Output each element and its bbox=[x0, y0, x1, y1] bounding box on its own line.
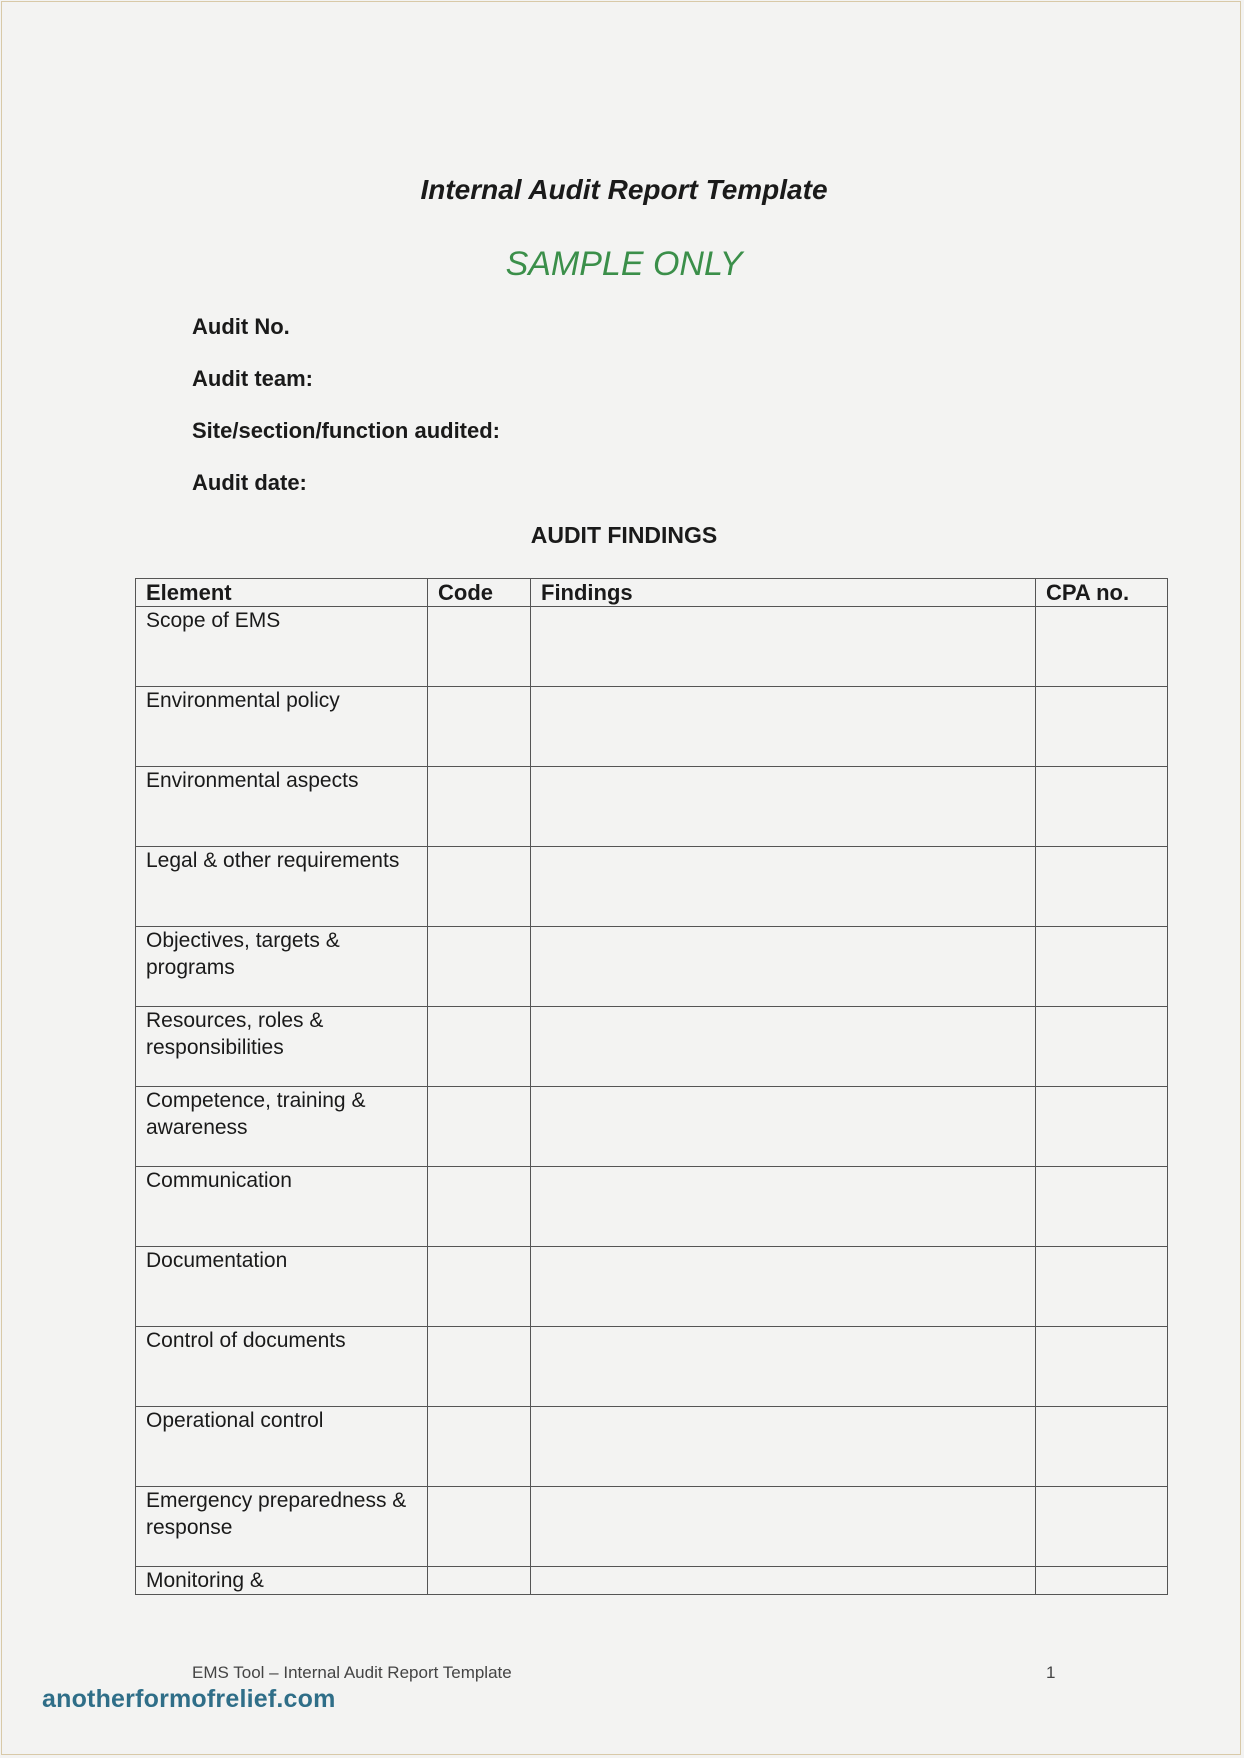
element-cell: Environmental policy bbox=[136, 687, 428, 767]
table-row bbox=[136, 1007, 1168, 1087]
element-cell: Documentation bbox=[136, 1247, 428, 1327]
cpa-cell[interactable] bbox=[1036, 767, 1168, 847]
cpa-cell[interactable] bbox=[1036, 1087, 1168, 1167]
column-header-findings: Findings bbox=[531, 579, 1036, 607]
audit-number-label: Audit No. bbox=[192, 314, 290, 339]
column-header-element: Element bbox=[136, 579, 428, 607]
table-row bbox=[136, 1407, 1168, 1487]
cpa-cell[interactable] bbox=[1036, 1327, 1168, 1407]
audit-findings-heading: AUDIT FINDINGS bbox=[530, 522, 718, 548]
element-cell: Communication bbox=[136, 1167, 428, 1247]
element-cell: Operational control bbox=[136, 1407, 428, 1487]
cpa-cell[interactable] bbox=[1036, 1567, 1168, 1595]
element-cell: Control of documents bbox=[136, 1327, 428, 1407]
findings-cell[interactable] bbox=[531, 1247, 1036, 1327]
table-row bbox=[136, 1247, 1168, 1327]
watermark: anotherformofrelief.com bbox=[42, 1685, 336, 1713]
cpa-cell[interactable] bbox=[1036, 1167, 1168, 1247]
audit-team-label: Audit team: bbox=[192, 366, 313, 391]
cpa-cell[interactable] bbox=[1036, 1007, 1168, 1087]
element-cell: Competence, training & awareness bbox=[136, 1087, 428, 1167]
footer-title: EMS Tool – Internal Audit Report Template bbox=[192, 1663, 512, 1682]
site-audited-label: Site/section/function audited: bbox=[192, 418, 501, 443]
code-cell[interactable] bbox=[428, 607, 531, 687]
table-row bbox=[136, 927, 1168, 1007]
audit-findings-table bbox=[135, 578, 1168, 1595]
findings-cell[interactable] bbox=[531, 687, 1036, 767]
table-row bbox=[136, 847, 1168, 927]
findings-cell[interactable] bbox=[531, 1327, 1036, 1407]
column-header-code: Code bbox=[428, 579, 531, 607]
cpa-cell[interactable] bbox=[1036, 687, 1168, 767]
element-cell: Monitoring & bbox=[136, 1567, 428, 1595]
code-cell[interactable] bbox=[428, 847, 531, 927]
cpa-cell[interactable] bbox=[1036, 1487, 1168, 1567]
code-cell[interactable] bbox=[428, 1407, 531, 1487]
element-cell: Scope of EMS bbox=[136, 607, 428, 687]
table-row bbox=[136, 767, 1168, 847]
findings-cell[interactable] bbox=[531, 847, 1036, 927]
element-cell: Emergency preparedness & response bbox=[136, 1487, 428, 1567]
code-cell[interactable] bbox=[428, 767, 531, 847]
cpa-cell[interactable] bbox=[1036, 927, 1168, 1007]
element-cell: Objectives, targets & programs bbox=[136, 927, 428, 1007]
code-cell[interactable] bbox=[428, 1087, 531, 1167]
table-row bbox=[136, 1327, 1168, 1407]
findings-cell[interactable] bbox=[531, 927, 1036, 1007]
code-cell[interactable] bbox=[428, 1247, 531, 1327]
findings-cell[interactable] bbox=[531, 1167, 1036, 1247]
table-row bbox=[136, 1087, 1168, 1167]
findings-cell[interactable] bbox=[531, 1407, 1036, 1487]
element-cell: Resources, roles & responsibilities bbox=[136, 1007, 428, 1087]
table-row bbox=[136, 1167, 1168, 1247]
code-cell[interactable] bbox=[428, 1567, 531, 1595]
table-row bbox=[136, 687, 1168, 767]
table-row bbox=[136, 1567, 1168, 1595]
table-row bbox=[136, 607, 1168, 687]
findings-cell[interactable] bbox=[531, 1487, 1036, 1567]
table-row bbox=[136, 1487, 1168, 1567]
cpa-cell[interactable] bbox=[1036, 847, 1168, 927]
code-cell[interactable] bbox=[428, 927, 531, 1007]
findings-cell[interactable] bbox=[531, 607, 1036, 687]
page-number: 1 bbox=[1046, 1663, 1056, 1682]
column-header-cpa: CPA no. bbox=[1036, 579, 1168, 607]
cpa-cell[interactable] bbox=[1036, 1247, 1168, 1327]
element-cell: Environmental aspects bbox=[136, 767, 428, 847]
document-page bbox=[1, 1, 1241, 1755]
document-title: Internal Audit Report Template bbox=[420, 174, 828, 205]
code-cell[interactable] bbox=[428, 687, 531, 767]
findings-cell[interactable] bbox=[531, 1087, 1036, 1167]
code-cell[interactable] bbox=[428, 1167, 531, 1247]
audit-date-label: Audit date: bbox=[192, 470, 307, 495]
code-cell[interactable] bbox=[428, 1487, 531, 1567]
code-cell[interactable] bbox=[428, 1327, 531, 1407]
findings-cell[interactable] bbox=[531, 767, 1036, 847]
element-cell: Legal & other requirements bbox=[136, 847, 428, 927]
cpa-cell[interactable] bbox=[1036, 607, 1168, 687]
findings-cell[interactable] bbox=[531, 1567, 1036, 1595]
table-header-row bbox=[136, 579, 1168, 607]
findings-cell[interactable] bbox=[531, 1007, 1036, 1087]
cpa-cell[interactable] bbox=[1036, 1407, 1168, 1487]
code-cell[interactable] bbox=[428, 1007, 531, 1087]
sample-only-label: SAMPLE ONLY bbox=[505, 245, 743, 283]
